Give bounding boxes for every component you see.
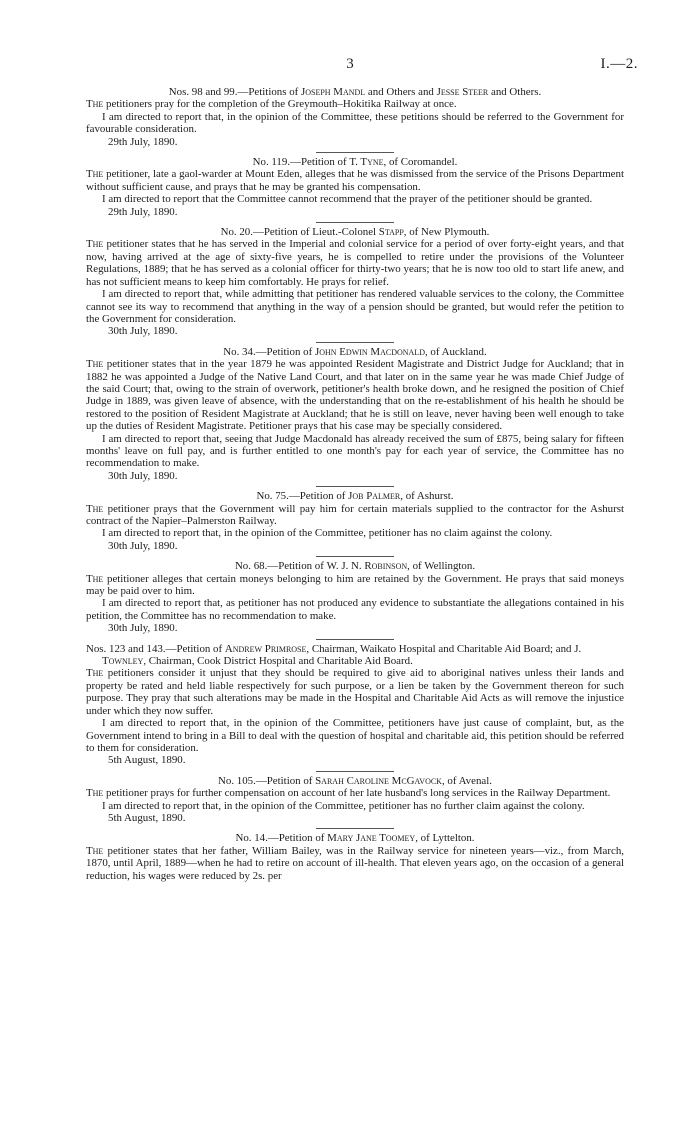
petition-heading bbox=[86, 226, 624, 238]
document-body bbox=[86, 86, 624, 882]
statement-text: petitioner states that her father, William Bailey, was in the Railway service for nineteen years—viz., from March, 1870, until April, 1889—when he had to retire on account of ill-health. That eleven years ago, on the occasion of a general reduction, his wages were reduced by 2s. per bbox=[86, 844, 624, 882]
statement-lead: The bbox=[86, 844, 104, 857]
committee-report: I am directed to report that, while admitting that petitioner has rendered valuable services to the colony, the Committee cannot see its way to recommend that anything in the way of a pension should be granted, but would refer the petition to the Government for consideration. bbox=[86, 288, 624, 325]
heading-text: , of New Plymouth. bbox=[403, 226, 490, 239]
petition-statement bbox=[86, 358, 624, 432]
petition-statement bbox=[86, 787, 624, 799]
section-divider-rule bbox=[316, 639, 394, 640]
statement-lead: The bbox=[86, 358, 104, 371]
heading-text: , of Avenal. bbox=[441, 774, 492, 787]
petition-section bbox=[86, 828, 624, 882]
petition-heading bbox=[86, 775, 624, 787]
statement-text: petitioners consider it unjust that they should be required to give aid to aboriginal natives unless their lands and property be rated and held liable respectively for such purpose, or a lien be taken by the Government thereon for such purpose. They pray that such alterations may be made in the Hospital and Charitable Aid Acts as will remove the injustice under which they now suffer. bbox=[86, 667, 624, 717]
heading-prefix: No. 34.—Petition of bbox=[223, 345, 315, 358]
statement-text: petitioner states that he has served in the Imperial and colonial service for a period of over forty-eight years, and that now, having arrived at the age of sixty-five years, he is compelled to retire under the provisions of the Volunteer Regulations, 1889; that he has served as a colonial officer for thirty-two years; that he is now too old to start life anew, and has not sufficient means to keep him comfortably. He prays for relief. bbox=[86, 238, 624, 288]
page-number: 3 bbox=[346, 56, 354, 72]
petitioner-name: W. J. N. Robinson bbox=[326, 560, 408, 573]
section-divider-rule bbox=[316, 222, 394, 223]
heading-text: , of Wellington. bbox=[407, 560, 476, 573]
petitioner-name: Jesse Steer bbox=[436, 86, 489, 98]
petitioner-name: John Edwin Macdonald bbox=[314, 345, 425, 358]
statement-text: petitioner prays that the Government will pay him for certain materials supplied to the contractor for the Ashurst contract of the Napier–Palmerston Railway. bbox=[86, 502, 624, 527]
heading-prefix: No. 119.—Petition of bbox=[252, 156, 350, 169]
petitioner-name: Stapp bbox=[378, 226, 404, 239]
petition-statement bbox=[86, 98, 624, 110]
report-date: 29th July, 1890. bbox=[108, 205, 178, 218]
report-date: 30th July, 1890. bbox=[108, 539, 178, 552]
heading-text: , of Auckland. bbox=[424, 345, 487, 358]
petition-statement bbox=[86, 667, 624, 717]
heading-prefix: No. 14.—Petition of bbox=[235, 832, 328, 845]
petition-section bbox=[86, 771, 624, 825]
heading-text: and Others and bbox=[365, 86, 437, 98]
section-divider-rule bbox=[316, 828, 394, 829]
petition-heading bbox=[86, 560, 624, 572]
statement-lead: The bbox=[86, 572, 104, 585]
committee-report: I am directed to report that, in the opinion of the Committee, petitioner has no claim against the colony. bbox=[102, 527, 553, 540]
heading-prefix: Nos. 98 and 99.—Petitions of bbox=[168, 86, 301, 98]
heading-prefix: No. 68.—Petition of bbox=[234, 560, 327, 573]
petitioner-name: Job Palmer bbox=[348, 490, 401, 503]
statement-text: petitioner alleges that certain moneys belonging to him are retained by the Government. He prays that said moneys may be paid over to him. bbox=[86, 572, 624, 598]
petition-statement bbox=[86, 238, 624, 288]
petition-statement bbox=[86, 573, 624, 598]
heading-prefix: No. 75.—Petition of bbox=[256, 490, 349, 503]
section-divider-rule bbox=[316, 342, 394, 343]
statement-text: petitioner, late a gaol-warder at Mount Eden, alleges that he was dismissed from the service of the Prisons Department without sufficient cause, and prays that he may be granted his compensation. bbox=[86, 168, 624, 193]
heading-text: , Chairman, Waikato Hospital and Charitable Aid Board; and bbox=[306, 642, 575, 655]
petitioner-name: Sarah Caroline McGavock bbox=[315, 774, 442, 787]
heading-prefix: Nos. 123 and 143.—Petition of bbox=[86, 642, 225, 655]
heading-prefix: No. 105.—Petition of bbox=[218, 774, 316, 787]
petition-statement bbox=[86, 845, 624, 882]
statement-text: petitioner prays for further compensation on account of her late husband's long services in the Railway Department. bbox=[103, 787, 611, 800]
heading-text: , of Lyttelton. bbox=[415, 832, 475, 845]
committee-report: I am directed to report that, in the opinion of the Committee, these petitions should be referred to the Government for favourable consideration. bbox=[86, 110, 624, 136]
petitioner-name: Joseph Mandl bbox=[301, 86, 366, 98]
petition-section bbox=[86, 222, 624, 338]
report-date: 29th July, 1890. bbox=[108, 135, 178, 148]
statement-lead: The bbox=[86, 98, 104, 111]
petition-heading bbox=[86, 643, 624, 668]
petitioner-name: Mary Jane Toomey bbox=[327, 832, 416, 845]
report-date: 30th July, 1890. bbox=[108, 469, 178, 482]
heading-text: , of Coromandel. bbox=[383, 156, 458, 169]
section-divider-rule bbox=[316, 486, 394, 487]
heading-prefix: No. 20.—Petition of Lieut.-Colonel bbox=[220, 226, 379, 239]
heading-text: and Others. bbox=[488, 86, 542, 98]
report-date: 30th July, 1890. bbox=[108, 622, 178, 635]
section-divider-rule bbox=[316, 152, 394, 153]
report-date: 5th August, 1890. bbox=[108, 754, 186, 767]
petitioner-name: J. Townley bbox=[102, 642, 582, 668]
paper-reference: I.—2. bbox=[600, 56, 638, 72]
committee-report: I am directed to report that, in the opinion of the Committee, petitioner has no further claim against the colony. bbox=[102, 799, 585, 812]
statement-text: petitioner states that in the year 1879 he was appointed Resident Magistrate and District Judge for Auckland; that in 1882 he was appointed a Judge of the Native Land Court, and that later on in the same year he was made Chief Judge of the said Court; that, owing to the strain of overwork, petitioner's health broke down, and he resigned the position of Chief Judge in 1889, was given leave of absence, with the understanding that on the re-establishment of his health he should be restored to the position of Resident Magistrate at Auckland; that he is still on leave, never having been well enough to take up the duties of Resident Magistrate. Petitioner prays that his case may be specially considered. bbox=[86, 358, 624, 433]
committee-report: I am directed to report that, in the opinion of the Committee, petitioners have just cause of complaint, but, as the Government intend to bring in a Bill to deal with the question of hospital and charitable aid, this petition should be referred to them for consideration. bbox=[86, 717, 624, 754]
report-date: 30th July, 1890. bbox=[108, 325, 178, 338]
statement-lead: The bbox=[86, 667, 104, 680]
section-divider-rule bbox=[316, 556, 394, 557]
statement-lead: The bbox=[86, 787, 104, 800]
petition-heading bbox=[86, 86, 624, 98]
petition-statement bbox=[86, 168, 624, 193]
petition-section bbox=[86, 342, 624, 482]
statement-lead: The bbox=[86, 238, 104, 251]
report-date: 5th August, 1890. bbox=[108, 811, 186, 824]
committee-report: I am directed to report that, as petitioner has not produced any evidence to substantiate the allegations contained in his petition, the Committee has no recommendation to make. bbox=[86, 597, 624, 622]
statement-lead: The bbox=[86, 168, 104, 181]
statement-lead: The bbox=[86, 502, 104, 515]
petitioner-name: Andrew Primrose bbox=[224, 642, 307, 655]
petition-section bbox=[86, 639, 624, 767]
heading-text: , of Ashurst. bbox=[400, 490, 454, 503]
petition-heading bbox=[86, 156, 624, 168]
petition-statement bbox=[86, 503, 624, 528]
petitioner-name: T. Tyne bbox=[349, 156, 384, 169]
petition-section bbox=[86, 86, 624, 148]
petition-section bbox=[86, 152, 624, 218]
committee-report: I am directed to report that, seeing that Judge Macdonald has already received the sum of £875, being salary for fifteen months' leave on full pay, and is further entitled to one month's pay for each year of service, the Committee has no recommendation to make. bbox=[86, 432, 624, 470]
petition-heading bbox=[86, 490, 624, 502]
petition-section bbox=[86, 556, 624, 634]
statement-text: petitioners pray for the completion of the Greymouth–Hokitika Railway at once. bbox=[103, 98, 457, 111]
petition-heading bbox=[86, 346, 624, 358]
heading-text: , Chairman, Cook District Hospital and Charitable Aid Board. bbox=[143, 655, 413, 668]
petition-section bbox=[86, 486, 624, 552]
section-divider-rule bbox=[316, 771, 394, 772]
petition-heading bbox=[86, 832, 624, 844]
committee-report: I am directed to report that the Committee cannot recommend that the prayer of the petitioner should be granted. bbox=[102, 193, 593, 206]
